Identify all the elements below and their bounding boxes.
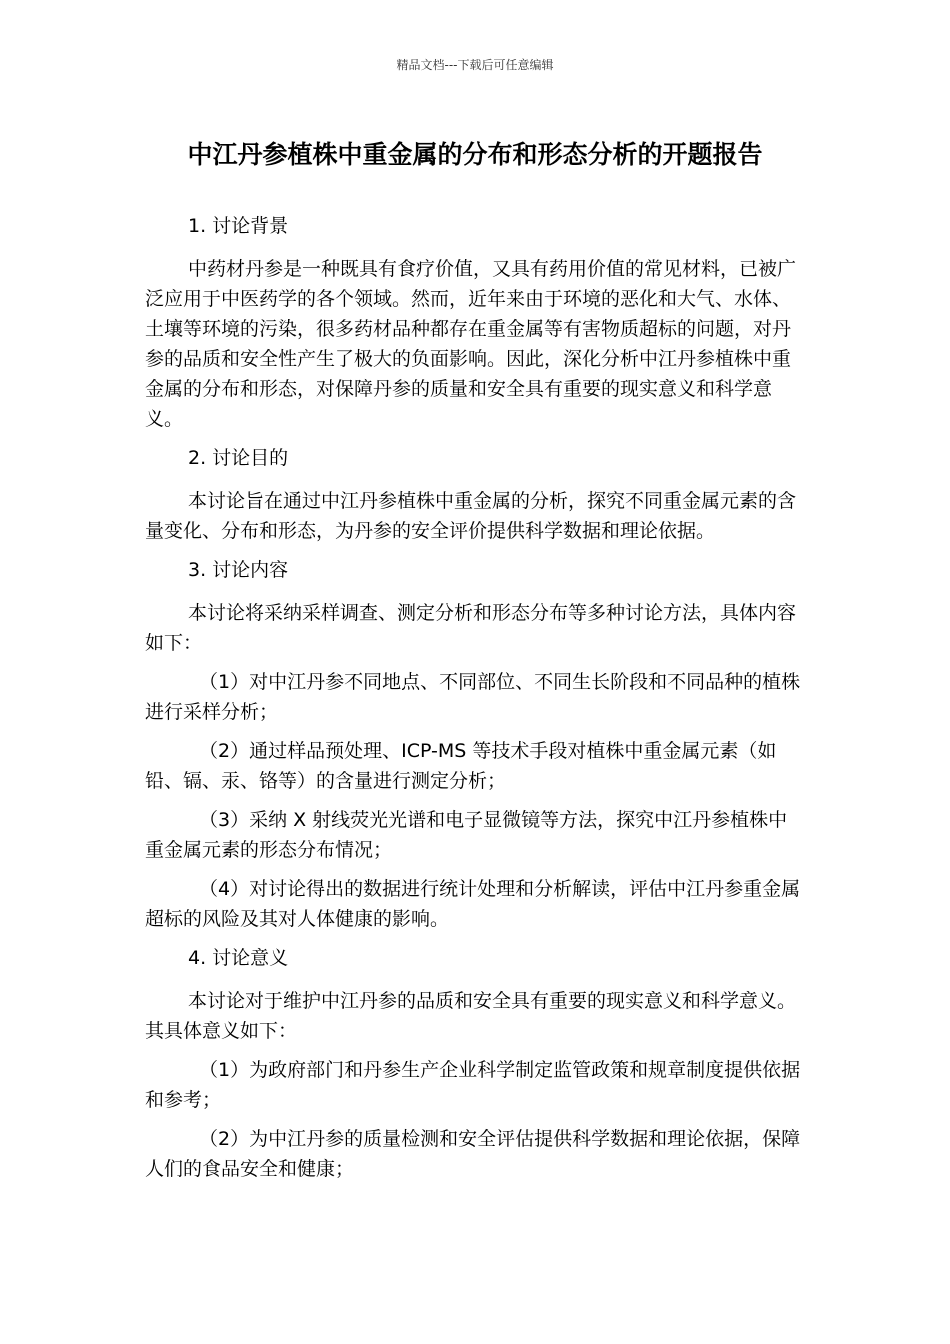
section-heading-purpose: 2. 讨论目的	[188, 447, 289, 469]
section-paragraph-content: 本讨论将采纳采样调查、测定分析和形态分布等多种讨论方法，具体内容如下：	[145, 602, 797, 654]
section-heading-content: 3. 讨论内容	[188, 559, 289, 581]
section-heading-background: 1. 讨论背景	[188, 215, 289, 237]
document-title: 中江丹参植株中重金属的分布和形态分析的开题报告	[187, 140, 763, 169]
list-item: （1）为政府部门和丹参生产企业科学制定监管政策和规章制度提供依据和参考；	[145, 1059, 801, 1111]
section-paragraph-purpose: 本讨论旨在通过中江丹参植株中重金属的分析，探究不同重金属元素的含量变化、分布和形态，为丹参的安全评价提供科学数据和理论依据。	[145, 490, 797, 542]
list-item: （2）为中江丹参的质量检测和安全评估提供科学数据和理论依据，保障人们的食品安全和健康；	[145, 1128, 801, 1180]
section-heading-significance: 4. 讨论意义	[188, 947, 289, 969]
section-paragraph-significance: 本讨论对于维护中江丹参的品质和安全具有重要的现实意义和科学意义。其具体意义如下：	[145, 990, 797, 1042]
header-note: 精品文档---下载后可任意编辑	[396, 58, 554, 72]
list-item: （4）对讨论得出的数据进行统计处理和分析解读，评估中江丹参重金属超标的风险及其对人体健康的影响。	[145, 878, 801, 930]
list-item: （2）通过样品预处理、ICP-MS 等技术手段对植株中重金属元素（如铅、镉、汞、铬等）的含量进行测定分析；	[145, 740, 777, 792]
list-item: （1）对中江丹参不同地点、不同部位、不同生长阶段和不同品种的植株进行采样分析；	[145, 671, 801, 723]
section-paragraph-background: 中药材丹参是一种既具有食疗价值，又具有药用价值的常见材料，已被广泛应用于中医药学的各个领域。然而，近年来由于环境的恶化和大气、水体、土壤等环境的污染，很多药材品种都存在重金属等有害物质超标的问题，对丹参的品质和安全性产生了极大的负面影响。因此，深化分析中江丹参植株中重金属的分布和形态，对保障丹参的质量和安全具有重要的现实意义和科学意义。	[145, 258, 797, 430]
document-body	[145, 211, 805, 1193]
list-item: （3）采纳 X 射线荧光光谱和电子显微镜等方法，探究中江丹参植株中重金属元素的形态分布情况；	[145, 809, 788, 861]
